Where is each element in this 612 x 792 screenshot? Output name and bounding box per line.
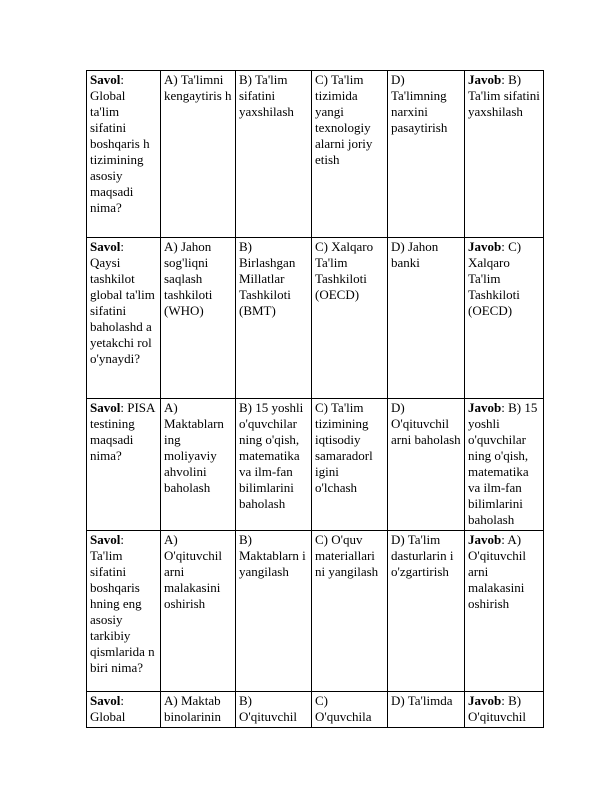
option-c-cell: C) Ta'lim tizimining iqtisodiy samaradorl igini o'lchash [312, 399, 388, 531]
answer-label: Javob [468, 72, 502, 87]
answer-cell: Javob: B) O'qituvchil [465, 692, 544, 728]
question-text: PISA testining maqsadi nima? [90, 400, 155, 463]
question-label: Savol [90, 400, 121, 415]
question-label: Savol [90, 72, 121, 87]
option-d-cell: D) Ta'limning narxini pasaytirish [388, 71, 465, 238]
question-text: Qaysi tashkilot global ta'lim sifatini baholashd a yetakchi rol o'ynaydi? [90, 255, 155, 366]
option-d-cell: D) O'qituvchil arni baholash [388, 399, 465, 531]
question-label: Savol [90, 239, 121, 254]
answer-cell: Javob: B) 15 yoshli o'quvchilar ning o'qish, matematika va ilm-fan bilimlarini baholash [465, 399, 544, 531]
quiz-table [86, 70, 544, 728]
question-label: Savol [90, 532, 121, 547]
answer-text: C) Xalqaro Ta'lim Tashkiloti (OECD) [468, 239, 522, 318]
answer-label: Javob [468, 532, 502, 547]
option-a-cell: A) Ta'limni kengaytiris h [161, 71, 236, 238]
option-b-cell: B) O'qituvchil [236, 692, 312, 728]
option-d-cell: D) Jahon banki [388, 238, 465, 399]
answer-text: A) O'qituvchil arni malakasini oshirish [468, 532, 526, 611]
table-row [87, 399, 544, 531]
table-row [87, 238, 544, 399]
question-cell: Savol: Global ta'lim sifatini boshqaris h tizimining asosiy maqsadi nima? [87, 71, 161, 238]
option-a-cell: A) Maktab binolarinin [161, 692, 236, 728]
answer-text: B) O'qituvchil [468, 693, 526, 724]
answer-label: Javob [468, 400, 502, 415]
table-row [87, 531, 544, 692]
question-label: Savol [90, 693, 121, 708]
question-cell: Savol: Ta'lim sifatini boshqaris hning eng asosiy tarkibiy qismlarida n biri nima? [87, 531, 161, 692]
option-d-cell: D) Ta'limda [388, 692, 465, 728]
option-a-cell: A) O'qituvchil arni malakasini oshirish [161, 531, 236, 692]
answer-label: Javob [468, 239, 502, 254]
option-c-cell: C) O'quv materiallari ni yangilash [312, 531, 388, 692]
answer-cell: Javob: C) Xalqaro Ta'lim Tashkiloti (OECD) [465, 238, 544, 399]
question-text: Global [90, 709, 126, 724]
question-cell: Savol: PISA testining maqsadi nima? [87, 399, 161, 531]
option-c-cell: C) Xalqaro Ta'lim Tashkiloti (OECD) [312, 238, 388, 399]
table-row [87, 71, 544, 238]
question-text: Ta'lim sifatini boshqaris hning eng asosiy tarkibiy qismlarida n biri nima? [90, 548, 155, 675]
table-row [87, 692, 544, 728]
option-b-cell: B) Maktablarn i yangilash [236, 531, 312, 692]
option-c-cell: C) O'quvchila [312, 692, 388, 728]
answer-text: B) 15 yoshli o'quvchilar ning o'qish, matematika va ilm-fan bilimlarini baholash [468, 400, 538, 527]
question-text: Global ta'lim sifatini boshqaris h tizimining asosiy maqsadi nima? [90, 88, 150, 215]
answer-cell: Javob: A) O'qituvchil arni malakasini oshirish [465, 531, 544, 692]
option-d-cell: D) Ta'lim dasturlarin i o'zgartirish [388, 531, 465, 692]
answer-text: B) Ta'lim sifatini yaxshilash [468, 72, 540, 119]
option-a-cell: A) Jahon sog'liqni saqlash tashkiloti (WHO) [161, 238, 236, 399]
option-b-cell: B) Birlashgan Millatlar Tashkiloti (BMT) [236, 238, 312, 399]
answer-cell: Javob: B) Ta'lim sifatini yaxshilash [465, 71, 544, 238]
option-b-cell: B) 15 yoshli o'quvchilar ning o'qish, matematika va ilm-fan bilimlarini baholash [236, 399, 312, 531]
option-c-cell: C) Ta'lim tizimida yangi texnologiy alarni joriy etish [312, 71, 388, 238]
question-cell: Savol: Qaysi tashkilot global ta'lim sifatini baholashd a yetakchi rol o'ynaydi? [87, 238, 161, 399]
answer-label: Javob [468, 693, 502, 708]
option-a-cell: A) Maktablarn ing moliyaviy ahvolini baholash [161, 399, 236, 531]
question-cell: Savol: Global [87, 692, 161, 728]
option-b-cell: B) Ta'lim sifatini yaxshilash [236, 71, 312, 238]
